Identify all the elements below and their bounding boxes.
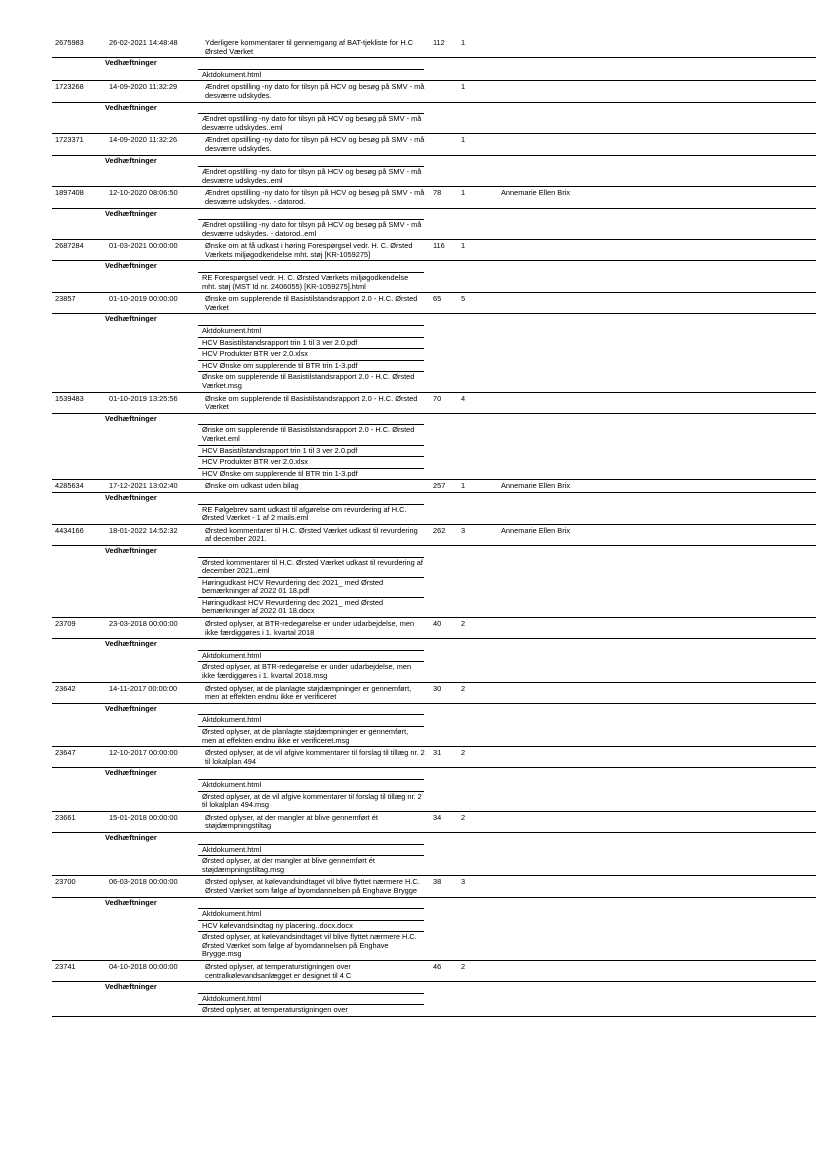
record [52,876,816,961]
record-number: 112 [433,38,445,47]
record-date: 01-03-2021 00:00:00 [109,241,178,251]
record-number: 31 [433,748,442,758]
record-title: Ønske om supplerende til Basistilstandsrapport 2.0 - H.C. Ørsted Værket [205,393,418,412]
record-title: Ændret opstilling -ny dato for tilsyn på HCV og besøg på SMV - må desværre udskydes. [205,82,425,100]
document-table [52,37,816,1017]
record-number: 38 [433,877,442,887]
record-number: 116 [433,241,445,251]
attachment-item: Ørsted oplyser, at temperaturstigningen over [198,1004,424,1016]
record-row [52,618,816,638]
record-row [52,37,816,57]
record-date: 17-12-2021 13:02:40 [109,481,178,491]
attachment-item: Høringudkast HCV Revurdering dec 2021_ med Ørsted bemærkninger af 2022 01 18.docx [198,597,424,617]
attachment-item: HCV Basistilstandsrapport trin 1 til 3 ver 2.0.pdf [198,337,424,349]
record-count: 1 [461,82,466,92]
attachment-item: Ørsted oplyser, at de planlagte støjdæmpninger er gennemført, men at effekten endnu ikke er verificeret.msg [198,726,424,746]
record-id: 4434166 [55,525,84,535]
record-id: 23857 [55,294,76,304]
attachment-item: Ændret opstilling -ny dato for tilsyn på HCV og besøg på SMV - må desværre udskydes..eml [198,166,424,186]
record-title: Ønske om udkast uden bilag [205,481,299,491]
record-title: Ændret opstilling -ny dato for tilsyn på HCV og besøg på SMV - må desværre udskydes. [205,135,425,153]
record-count: 2 [461,619,466,629]
attachment-item: Ørsted oplyser, at der mangler at blive gennemført ét støjdæmpningstiltag.msg [198,855,424,875]
record [52,618,816,683]
record-row [52,187,816,207]
record-id: 23647 [55,748,76,758]
attachment-item: Aktdokument.html [198,69,424,81]
record-count: 2 [461,683,466,693]
record-id: 1539483 [55,393,84,403]
record [52,525,816,618]
record-row [52,525,816,545]
record-date: 04-10-2018 00:00:00 [109,962,178,972]
record-title: Ønske om supplerende til Basistilstandsrapport 2.0 - H.C. Ørsted Værket [205,294,418,312]
record-date: 14-09-2020 11:32:29 [109,82,178,92]
record-owner: Annemarie Ellen Brix [501,188,571,198]
attachments-label: Vedhæftninger [52,102,816,114]
attachments-label: Vedhæftninger [52,260,816,272]
attachment-item: Ønske om supplerende til Basistilstandsrapport 2.0 - H.C. Ørsted Værket.msg [198,371,424,391]
record [52,240,816,293]
record-id: 23661 [55,812,76,822]
attachment-item: Ørsted oplyser, at de vil afgive kommentarer til forslag til tillæg nr. 2 til lokalplan 494.msg [198,791,424,811]
record [52,293,816,392]
attachments-label: Vedhæftninger [52,981,816,993]
record-count: 2 [461,962,466,972]
record-id: 1723371 [55,135,84,145]
record-title: Yderligere kommentarer til gennemgang af BAT-tjekliste for H.C Ørsted Værket [205,38,414,56]
record-count: 4 [461,393,466,403]
attachment-item: Aktdokument.html [198,650,424,662]
record-id: 23642 [55,683,76,693]
attachment-item: Aktdokument.html [198,844,424,856]
record-number: 46 [433,962,442,972]
record-number: 40 [433,619,442,629]
record-count: 1 [461,135,466,145]
record-title: Ørsted oplyser, at kølevandsindtaget vil blive flyttet nærmere H.C. Ørsted Værket som følge af byomdannelsen på Enghave Brygge [205,877,420,895]
attachment-item: Aktdokument.html [198,908,424,920]
record-title: Ørsted oplyser, at de planlagte støjdæmpninger er gennemført, men at effekten endnu ikke er verificeret [205,683,412,702]
record-date: 14-11-2017 00:00:00 [109,683,178,693]
record [52,961,816,1017]
attachment-item: HCV kølevandsindtag ny placering..docx.docx [198,920,424,932]
record-date: 26-02-2021 14:48:48 [109,38,178,47]
attachment-item: Ørsted kommentarer til H.C. Ørsted Værket udkast til revurdering af december 2021..eml [198,557,424,577]
attachment-item: Ørsted oplyser, at BTR-redegørelse er under udarbejdelse, men ikke færdiggøres i 1. kvartal 2018.msg [198,661,424,681]
attachment-item: Aktdokument.html [198,714,424,726]
record-row [52,876,816,896]
attachment-item: RE Forespørgsel vedr. H. C. Ørsted Værkets miljøgodkendelse mht. støj (MST Id nr. 2406055) [KR-1059275].html [198,272,424,292]
record-row [52,812,816,832]
attachments-label: Vedhæftninger [52,155,816,167]
attachment-item: Høringudkast HCV Revurdering dec 2021_ med Ørsted bemærkninger af 2022 01 18.pdf [198,577,424,597]
attachment-item: RE Følgebrev samt udkast til afgørelse om revurdering af H.C. Ørsted Værket - 1 af 2 mails.eml [198,504,424,524]
record-count: 3 [461,877,466,887]
record-number: 30 [433,683,442,693]
record-count: 1 [461,38,466,47]
attachments-label: Vedhæftninger [52,703,816,715]
record-count: 1 [461,188,466,198]
record-title: Ørsted kommentarer til H.C. Ørsted Værket udkast til revurdering af december 2021. [205,525,418,544]
record-number: 65 [433,294,442,304]
record-title: Ønske om at få udkast i høring Forespørgsel vedr. H. C. Ørsted Værkets miljøgodkendelse mht. støj [KR-1059275] [205,241,413,259]
attachments-label: Vedhæftninger [52,208,816,220]
attachment-item: Aktdokument.html [198,325,424,337]
record [52,480,816,524]
record-date: 14-09-2020 11:32:26 [109,135,178,145]
record-count: 5 [461,294,466,304]
record-row [52,480,816,492]
record-number: 262 [433,525,446,535]
record-row [52,293,816,313]
attachment-item: Ørsted oplyser, at kølevandsindtaget vil blive flyttet nærmere H.C. Ørsted Værket som følge af byomdannelsen på Enghave Brygge.msg [198,931,424,960]
record-id: 23741 [55,962,76,972]
attachments-label: Vedhæftninger [52,767,816,779]
attachment-item: Ønske om supplerende til Basistilstandsrapport 2.0 - H.C. Ørsted Værket.eml [198,424,424,444]
attachments-label: Vedhæftninger [52,832,816,844]
record-row [52,393,816,413]
attachment-item: Aktdokument.html [198,779,424,791]
record-date: 01-10-2019 00:00:00 [109,294,178,304]
record-id: 1897408 [55,188,84,198]
record-row [52,683,816,703]
record-row [52,747,816,767]
record [52,747,816,812]
attachments-label: Vedhæftninger [52,413,816,425]
record-row [52,961,816,981]
record-date: 12-10-2020 08:06:50 [109,188,178,198]
attachments-label: Vedhæftninger [52,545,816,557]
record-id: 2687284 [55,241,84,251]
record-date: 23-03-2018 00:00:00 [109,619,178,629]
record-title: Ændret opstilling -ny dato for tilsyn på HCV og besøg på SMV - må desværre udskydes. - datorod. [205,188,425,206]
record-date: 12-10-2017 00:00:00 [109,748,178,758]
attachment-item: HCV Produkter BTR ver 2.0.xlsx [198,348,424,360]
record-date: 06-03-2018 00:00:00 [109,877,178,887]
record-row [52,134,816,154]
record-id: 4285634 [55,481,84,491]
attachments-label: Vedhæftninger [52,57,816,69]
record-number: 78 [433,188,442,198]
record-title: Ørsted oplyser, at der mangler at blive gennemført ét støjdæmpningstiltag [205,812,378,831]
record-number: 34 [433,812,442,822]
record-id: 2675983 [55,38,84,47]
record-count: 3 [461,525,466,535]
record-count: 2 [461,812,466,822]
record-title: Ørsted oplyser, at temperaturstigningen over centralkølevandsanlægget er designet til 4 C [205,962,352,980]
record-date: 15-01-2018 00:00:00 [109,812,178,822]
record-row [52,81,816,101]
attachment-item: Aktdokument.html [198,993,424,1005]
record-owner: Annemarie Ellen Brix [501,525,571,535]
record [52,812,816,877]
attachments-label: Vedhæftninger [52,492,816,504]
record-number: 70 [433,393,442,403]
record-id: 1723268 [55,82,84,92]
attachments-label: Vedhæftninger [52,638,816,650]
attachment-item: HCV Ønske om supplerende til BTR trin 1-3.pdf [198,468,424,480]
record-count: 1 [461,241,466,251]
attachment-item: HCV Produkter BTR ver 2.0.xlsx [198,456,424,468]
record-owner: Annemarie Ellen Brix [501,481,571,491]
record-count: 1 [461,481,466,491]
record-row [52,240,816,260]
attachment-item: Ændret opstilling -ny dato for tilsyn på HCV og besøg på SMV - må desværre udskydes. - datorod..eml [198,219,424,239]
attachment-item: HCV Basistilstandsrapport trin 1 til 3 ver 2.0.pdf [198,445,424,457]
record-date: 01-10-2019 13:25:56 [109,393,178,403]
attachments-label: Vedhæftninger [52,897,816,909]
attachment-item: HCV Ønske om supplerende til BTR trin 1-3.pdf [198,360,424,372]
record [52,393,816,481]
record-id: 23700 [55,877,76,887]
record [52,134,816,187]
record-title: Ørsted oplyser, at BTR-redegørelse er under udarbejdelse, men ikke færdiggøres i 1. kvartal 2018 [205,619,415,637]
record-id: 23709 [55,619,76,629]
record-title: Ørsted oplyser, at de vil afgive kommentarer til forslag til tillæg nr. 2 til lokalplan 494 [205,748,425,766]
record-date: 18-01-2022 14:52:32 [109,525,178,535]
attachment-item: Ændret opstilling -ny dato for tilsyn på HCV og besøg på SMV - må desværre udskydes..eml [198,113,424,133]
attachments-label: Vedhæftninger [52,313,816,325]
record [52,683,816,748]
record [52,81,816,134]
record [52,187,816,240]
record-count: 2 [461,748,466,758]
record [52,37,816,81]
record-number: 257 [433,481,446,491]
